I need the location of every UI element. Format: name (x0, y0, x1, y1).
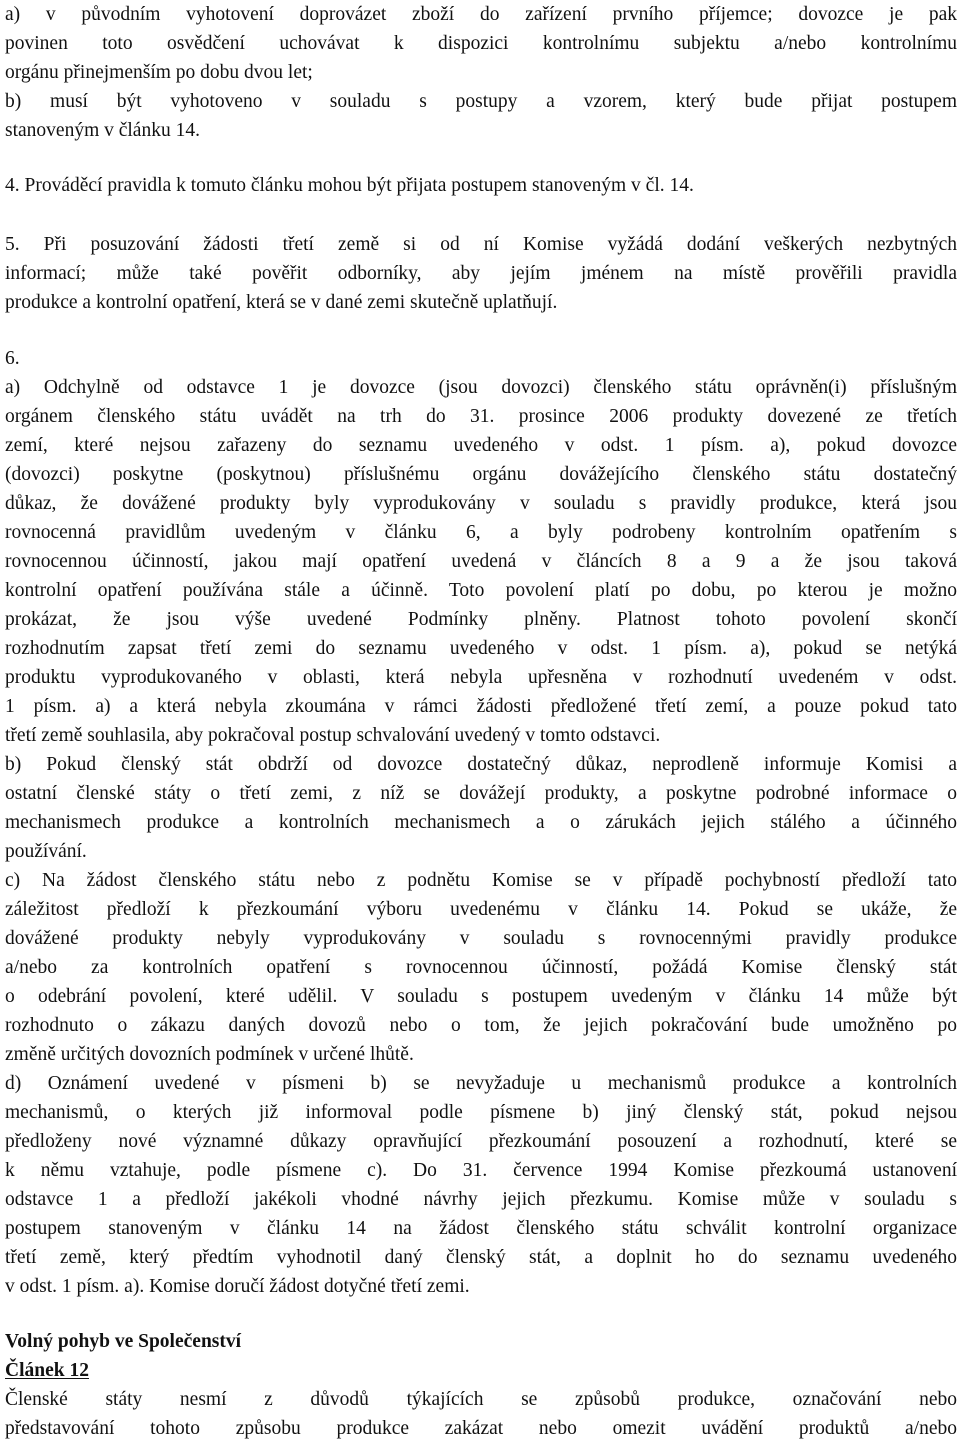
text-line: dovážené produkty nebyly vyprodukovány v souladu s rovnocennými pravidly produkce (5, 928, 957, 949)
text-line: b) musí být vyhotoveno v souladu s postupy a vzorem, který bude přijat postupem (5, 91, 957, 112)
text-line: Členské státy nesmí z důvodů týkajících se způsobů produkce, označování nebo (5, 1389, 957, 1410)
text-line: d) Oznámení uvedené v písmeni b) se nevyžaduje u mechanismů produkce a kontrolních (5, 1073, 957, 1094)
text-line: a) Odchylně od odstavce 1 je dovozce (jsou dovozci) členského státu oprávněn(i) příslušným (5, 377, 957, 398)
text-line: rozhodnuto o zákazu daných dovozů nebo o tom, že jejich pokračování bude umožněno po (5, 1015, 957, 1036)
text-line: orgánu přinejmenším po dobu dvou let; (5, 62, 313, 83)
paragraph-4: 4. Prováděcí pravidla k tomuto článku mohou být přijata postupem stanoveným v čl. 14. (5, 175, 694, 196)
text-line: orgánem členského státu uvádět na trh do 31. prosince 2006 produkty dovezené ze třetích (5, 406, 957, 427)
text-line: používání. (5, 841, 87, 862)
text-line: stanoveným v článku 14. (5, 120, 200, 141)
text-line: povinen toto osvědčení uchovávat k dispozici kontrolnímu subjektu a/nebo kontrolnímu (5, 33, 957, 54)
text-line: informací; může také pověřit odborníky, aby jejím jménem na místě prověřili pravidla (5, 263, 957, 284)
text-line: představování tohoto způsobu produkce zakázat nebo omezit uvádění produktů a/nebo (5, 1418, 957, 1439)
text-line: ostatní členské státy o třetí zemi, z níž se dovážejí produkty, a poskytne podrobné informace o (5, 783, 957, 804)
text-line: třetí země, který předtím vyhodnotil daný členský stát, a doplnit ho do seznamu uvedeného (5, 1247, 957, 1268)
text-line: záležitost předloží k přezkoumání výboru uvedenému v článku 14. Pokud se ukáže, že (5, 899, 957, 920)
text-line: 5. Při posuzování žádosti třetí země si od ní Komise vyžádá dodání veškerých nezbytných (5, 234, 957, 255)
text-line: v odst. 1 písm. a). Komise doručí žádost dotyčné třetí zemi. (5, 1276, 470, 1297)
text-line: 1 písm. a) a která nebyla zkoumána v rámci žádosti předložené třetí zemí, a pouze pokud tato (5, 696, 957, 717)
text-line: kontrolní opatření používána stále a účinně. Toto povolení platí po dobu, po kterou je možno (5, 580, 957, 601)
text-line: třetí země souhlasila, aby pokračoval postup schvalování uvedený v tomto odstavci. (5, 725, 661, 746)
text-line: postupem stanoveným v článku 14 na žádost členského státu schválit kontrolní organizace (5, 1218, 957, 1239)
text-line: prokázat, že jsou výše uvedené Podmínky plněny. Platnost tohoto povolení skončí (5, 609, 957, 630)
text-line: důkaz, že dovážené produkty byly vyprodukovány v souladu s pravidly produkce, která jsou (5, 493, 957, 514)
text-line: zemí, které nejsou zařazeny do seznamu uvedeného v odst. 1 písm. a), pokud dovozce (5, 435, 957, 456)
text-line: odstavce 1 a předloží jakékoli vhodné návrhy jejich přezkumu. Komise může v souladu s (5, 1189, 957, 1210)
text-line: rovnocennou účinností, jakou mají opatření uvedená v článcích 8 a 9 a že jsou taková (5, 551, 957, 572)
section-heading: Volný pohyb ve Společenství (5, 1331, 242, 1352)
text-line: produkce a kontrolní opatření, která se v dané zemi skutečně uplatňují. (5, 292, 558, 313)
text-line: o odebrání povolení, které udělil. V souladu s postupem uvedeným v článku 14 může být (5, 986, 957, 1007)
text-line: mechanismech produkce a kontrolních mechanismech a o zárukách jejich stálého a účinného (5, 812, 957, 833)
text-line: b) Pokud členský stát obdrží od dovozce dostatečný důkaz, neprodleně informuje Komisi a (5, 754, 957, 775)
text-line: (dovozci) poskytne (poskytnou) příslušnému orgánu dovážejícího členského státu dostatečný (5, 464, 957, 485)
text-line: k němu vztahuje, podle písmene c). Do 31. července 1994 Komise přezkoumá ustanovení (5, 1160, 957, 1181)
text-line: c) Na žádost členského státu nebo z podnětu Komise se v případě pochybností předloží tato (5, 870, 957, 891)
paragraph-6-number: 6. (5, 348, 20, 369)
article-heading: Článek 12 (5, 1360, 89, 1381)
text-line: produktu vyprodukovaného v oblasti, která nebyla upřesněna v rozhodnutí uvedeném v odst. (5, 667, 957, 688)
text-line: a/nebo za kontrolních opatření s rovnocennou účinností, požádá Komise členský stát (5, 957, 957, 978)
text-line: mechanismů, o kterých již informoval podle písmene b) jiný členský stát, pokud nejsou (5, 1102, 957, 1123)
text-line: rozhodnutím zapsat třetí zemi do seznamu uvedeného v odst. 1 písm. a), pokud se netýká (5, 638, 957, 659)
text-line: předloženy nové významné důkazy opravňující přezkoumání posouzení a rozhodnutí, které se (5, 1131, 957, 1152)
text-line: změně určitých dovozních podmínek v určené lhůtě. (5, 1044, 414, 1065)
text-line: rovnocenná pravidlům uvedeným v článku 6, a byly podrobeny kontrolním opatřením s (5, 522, 957, 543)
text-line: a) v původním vyhotovení doprovázet zboží do zařízení prvního příjemce; dovozce je pak (5, 4, 957, 25)
